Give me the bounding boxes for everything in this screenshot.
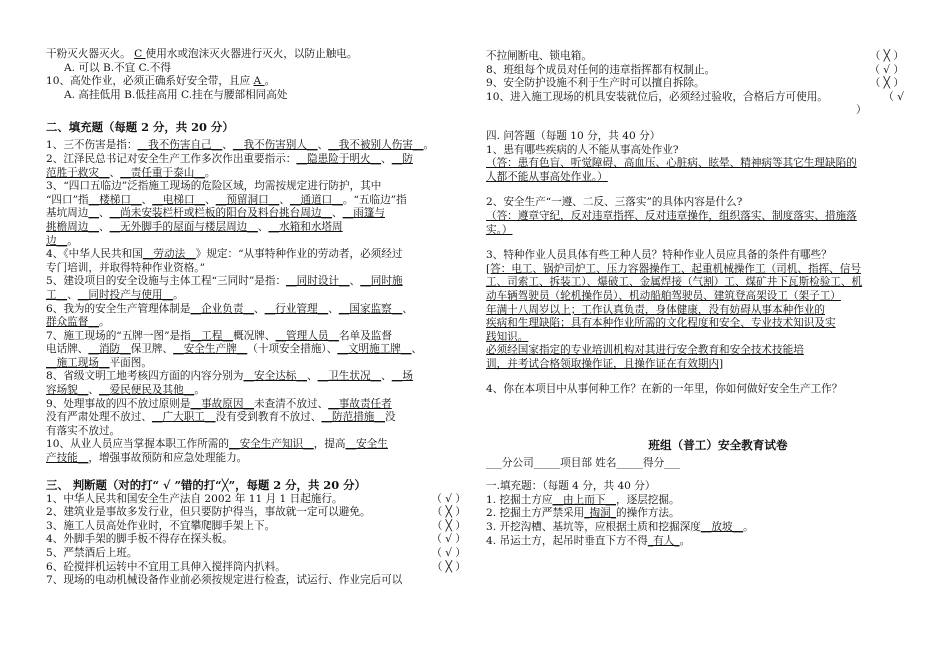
judge-close: ）: [856, 104, 867, 117]
section-judge-heading: 三、 判断题（对的打“ √ ”错的打“╳”，每题 2 分，共 20 分）: [46, 477, 366, 492]
judge-text: 不拉闸断电、锁电箱。: [486, 50, 592, 62]
judge-text: 7、现场的电动机械设备作业前必须按规定进行检查，试运行、作业完后可以: [46, 574, 403, 587]
text: 、: [67, 288, 78, 301]
text-line: [46, 330, 466, 344]
text: 、: [381, 152, 392, 165]
answer: __预留洞口__: [215, 193, 280, 206]
answer: __文明施工牌__: [337, 343, 412, 356]
text: 、: [205, 193, 216, 206]
text: 、: [317, 139, 329, 152]
judge-mark: （ √ ）: [431, 547, 466, 559]
answer: __雨篷与: [342, 207, 385, 220]
answer: _掏洞_: [584, 507, 617, 520]
text: 1、三不伤害是指：: [46, 139, 138, 152]
text-line: [46, 370, 466, 384]
answer: __施工现场__: [46, 356, 110, 369]
text-line: [46, 357, 466, 371]
judge-text: 8、班组每个成员对任何的违章指挥都有权制止。: [486, 63, 716, 76]
text-line: [46, 303, 466, 317]
text: 没有受到教育不放过、: [215, 411, 322, 424]
text-line: [46, 194, 466, 208]
answer: __楼梯口__: [88, 193, 142, 206]
judge-mark: （ √ ）: [869, 63, 904, 76]
options-line: A. 高挂低用 B.低挂高用 C.挂在与腰部相同高处: [64, 88, 288, 101]
answer-line: 践知识。: [486, 330, 529, 343]
answer: __爱民便民及其他__: [98, 384, 195, 397]
answer: __电梯口__: [152, 193, 206, 206]
judge-text: 2、建筑业是事故多发行业，但只要防护得当，事故就一定可以避免。: [46, 506, 371, 519]
judge-item: [46, 574, 466, 588]
answer: 容场貌__: [46, 384, 89, 397]
text: 6、我为的安全生产管理体制是: [46, 302, 191, 315]
answer-line: 疾病和生理缺陷；具有本种作业所需的文化程度和安全、专业技术知识及实: [486, 317, 836, 330]
text: 9、处理事故的四不放过原则是: [46, 397, 191, 410]
fill-title: 一.填充题：（每题 4 分，共 40 分）: [486, 480, 656, 493]
judge-item: [486, 91, 904, 105]
text: 、: [257, 220, 269, 233]
answer: C: [134, 48, 146, 60]
answer-line: 工、司索工、拆装工）、爆破工、金属焊接（气割）工、煤矿井下瓦斯检验工、机: [486, 276, 863, 289]
text: 、: [109, 166, 121, 179]
answer: __通道口__: [289, 193, 343, 206]
text: 概况牌、: [233, 329, 276, 342]
text-line: 干粉灭火器灭火。 C 使用水或泡沫灭火器进行灭火，以防止触电。: [46, 48, 358, 60]
qa-questions: [486, 144, 904, 398]
answer: __隐患险于明火__: [296, 152, 382, 165]
text: 。: [173, 288, 184, 301]
answer: 范胜于救灾__: [46, 166, 110, 179]
text-line: [46, 343, 466, 357]
text-line: [46, 153, 466, 167]
judge-text: 5、严禁酒后上班。: [46, 547, 138, 559]
text: 、: [381, 370, 392, 383]
judge-mark: （ ╳ ）: [431, 519, 466, 532]
judge-mark: （ ╳ ）: [869, 77, 904, 90]
text: 、: [222, 139, 233, 152]
text-line: [46, 207, 466, 221]
text: 。: [679, 534, 691, 547]
text: 有落实不放过。: [46, 424, 121, 437]
answer: 工__: [46, 288, 68, 301]
answer-line: [答：电工、锅炉司炉工、压力容器操作工、起重机械操作工（司机、指挥、信号: [486, 262, 861, 275]
text-line: [46, 289, 466, 303]
answer: __事故原因__: [190, 397, 255, 410]
text: （十项安全措施）、: [247, 343, 338, 356]
question-10: 10、高处作业，必须正确系好安全带，且应 A 。: [46, 75, 276, 88]
text: “四口”指: [46, 193, 89, 206]
answer: 边__: [46, 234, 68, 247]
judge-mark: （ ╳ ）: [431, 506, 466, 519]
answer: __: [88, 207, 99, 220]
text-line: [46, 235, 466, 249]
judge-mark: （ ╳ ）: [431, 560, 466, 573]
answer: __事故责任者: [328, 397, 392, 410]
answer: __同时投产与使用__: [77, 288, 174, 301]
judge-item: [46, 493, 466, 507]
judge-text: 4、外脚手架的脚手板不得存在探头板。: [46, 533, 233, 546]
left-column: [46, 48, 466, 588]
text: 基坑周边: [46, 207, 89, 220]
text: ，增强事故预防和应急处理能力。: [88, 452, 248, 465]
answer-line: 年满十八周岁以上；工作认真负责，身体健康，没有妨碍从事本种作业的: [486, 303, 825, 316]
text-line: [46, 411, 466, 425]
answer-line: 实。）: [486, 223, 513, 236]
text: 电话牌、: [46, 343, 89, 356]
judge-item: [46, 506, 466, 520]
answer-line: （答：患有色盲、听觉障碍、高血压、心脏病、眩晕、精神病等其它生理缺陷的: [486, 157, 857, 170]
question: 4、你在本项目中从事何种工作？在新的一年里，你如何做好安全生产工作？: [486, 383, 843, 396]
text: 4、《中华人民共和国: [46, 248, 143, 261]
answer: __国家监察__: [338, 302, 403, 315]
fill-questions: [46, 139, 466, 465]
judge-text: 10、进入施工现场的机具安装就位后，必须经过验收，合格后方可使用。: [486, 90, 828, 103]
answer: __我不伤害别人__: [232, 139, 318, 152]
answer: __行业管理__: [264, 302, 329, 315]
judge-item: [486, 64, 904, 78]
right-column: [486, 50, 904, 548]
text: 未查清不放过、: [254, 397, 329, 410]
answer: __放坡__: [700, 521, 744, 534]
answer: __同时设计__: [286, 275, 350, 288]
answer: __尚未安装栏杆或栏板的阳台及料台挑台周边__: [109, 207, 333, 220]
text: 、: [98, 220, 110, 233]
text: 1. 挖掘土方应: [486, 493, 553, 506]
text: 、: [307, 370, 318, 383]
text: 、: [88, 384, 99, 397]
text-line: [46, 221, 466, 235]
answer: __安全生产牌__: [173, 343, 248, 356]
answer: __防范措施__: [321, 411, 385, 424]
judge-text: 6、砼搅拌机运转中不宜用工具伸入搅拌筒内扒料。: [46, 560, 286, 573]
text-line: [46, 167, 466, 181]
text: 、: [349, 275, 361, 288]
answer: __我不伤害自己__: [137, 139, 223, 152]
judge-text: 9、安全防护设施不利于生产时可以擅自拆除。: [486, 77, 705, 90]
answer: __同时施: [360, 275, 403, 288]
text: 。“五临边”指: [342, 193, 407, 206]
text-line: [46, 398, 466, 412]
text: 保卫牌、: [130, 343, 174, 356]
text: 。: [423, 139, 435, 152]
answer: __水箱和水塔周: [268, 220, 343, 233]
answer: __卫生状况__: [317, 370, 382, 383]
text-line: [46, 180, 466, 194]
text: 》规定：“从事特种作业的劳动者，必须经过: [195, 248, 403, 261]
text: 专门培训，并取得特种作业资格。”: [46, 261, 206, 274]
text: 、: [332, 207, 343, 220]
question: 3、特种作业人员具体有些工种人员？特种作业人员应具备的条件有哪些？: [486, 249, 832, 262]
answer-line: 必须经国家指定的专业培训机构对其进行安全教育和安全技术技能培: [486, 344, 804, 357]
text: ，逐层挖掘。: [616, 493, 680, 506]
answer: __消防__: [88, 343, 131, 356]
text: 。: [204, 166, 216, 179]
answer: __安全达标__: [243, 370, 307, 383]
text-line: [486, 521, 904, 535]
text: 。: [67, 234, 78, 247]
section-fill-heading: 二、填充题（每题 2 分，共 20 分）: [46, 120, 234, 135]
text: 、: [279, 193, 290, 206]
judge-item: [46, 520, 466, 534]
text: 、: [411, 343, 423, 356]
answer: __无外脚手的屋面与楼层周边__: [109, 220, 258, 233]
answer: __劳动法__: [142, 248, 196, 261]
answer: 挑檐周边__: [46, 220, 99, 233]
text: 4. 吊运土方，起吊时垂直下方不得: [486, 534, 648, 547]
text: 3. 开挖沟槽、基坑等，应根据土质和挖掘深度: [486, 521, 701, 534]
judge-item: [486, 77, 904, 91]
judge-mark: （ √ ）: [431, 533, 466, 546]
answer-line: 人都不能从事高处作业。）: [486, 170, 608, 183]
judge-item: [46, 533, 466, 547]
judge-mark: （ ╳ ）: [869, 50, 904, 62]
text-line: [486, 494, 904, 508]
answer: __广大职工__: [151, 411, 216, 424]
text-line: [46, 275, 466, 289]
answer: __管理人员__: [275, 329, 340, 342]
judge-text: 1、中华人民共和国安全生产法自 2002 年 11 月 1 日起施行。: [46, 492, 343, 505]
text: 8、省级文明工地考核四方面的内容分别为: [46, 370, 244, 383]
judge-questions-cont: [486, 50, 904, 104]
judge-item: [46, 561, 466, 575]
question: 1、患有哪些疾病的人不能从事高处作业?: [486, 143, 679, 156]
judge-mark: （ √: [883, 90, 904, 103]
answer: __安全生产知识__: [228, 438, 314, 451]
answer: __企业负责__: [190, 302, 255, 315]
text: 3、“四口五临边”泛指施工现场的危险区域，均需按规定进行防护，其中: [46, 180, 382, 193]
text: 7、施工现场的“五牌一图”是指: [46, 329, 191, 342]
answer: __场: [391, 370, 413, 383]
text: 没有严肃处理不放过、: [46, 411, 152, 424]
answer: __我不被别人伤害__: [328, 139, 424, 152]
text: 2. 挖掘土方严禁采用: [486, 507, 585, 520]
text: 、: [98, 207, 110, 220]
text: 的操作方法。: [616, 507, 680, 520]
answer: __由上而下__: [552, 493, 617, 506]
text-line: [46, 139, 466, 153]
text: ，提高: [313, 438, 346, 451]
text: 10、从业人员应当掌握本职工作所需的: [46, 438, 229, 451]
text-line: [46, 425, 466, 439]
text-line: [46, 262, 466, 276]
judge-item: [46, 547, 466, 561]
answer: A: [253, 75, 265, 88]
text: 、: [254, 302, 265, 315]
exam-title: 班组（普工）安全教育试卷: [648, 438, 788, 453]
text: 没: [385, 411, 396, 424]
text-line: [486, 535, 904, 549]
text: 名单及监督: [339, 329, 392, 342]
text: 5、建设项目的安全设施与主体工程“三同时”是指：: [46, 275, 287, 288]
text-line: [46, 316, 466, 330]
text: 2、江泽民总书记对安全生产工作多次作出重要指示：: [46, 152, 297, 165]
judge-mark: [426, 574, 466, 588]
text: 。: [743, 521, 754, 534]
judge-mark: （ √ ）: [431, 492, 466, 505]
answer: 群众监督__: [46, 316, 99, 329]
answer-line: 训，并考试合格领取操作证，且操作证在有效期内]: [486, 357, 724, 370]
answer-line: （答：遵章守纪，反对违章指挥、反对违章操作，组织落实、制度落实、措施落: [486, 209, 857, 222]
exam-header-line: ___分公司_____项目部 姓名_____得分___: [486, 456, 681, 469]
text: 。: [98, 316, 110, 329]
question: 2、安全生产“一遵、二反、三落实”的具体内容是什么?: [486, 196, 743, 209]
answer: __工程__: [190, 329, 234, 342]
text-line: [46, 384, 466, 398]
judge-questions: [46, 493, 466, 588]
answer: __防: [391, 152, 413, 165]
answer: __责任重于泰山__: [120, 166, 205, 179]
answer-line: 动车辆驾驶员（轮机操作员）、机动船舶驾驶员、建筑登高架设工（架子工）: [486, 289, 841, 302]
text-line: [46, 438, 466, 452]
text-line: [46, 452, 466, 466]
text: 、: [402, 302, 413, 315]
text: 。: [194, 384, 205, 397]
answer: _有人_: [647, 534, 680, 547]
options-line: A. 可以 B.不宜 C.不得: [64, 61, 171, 74]
text: 、: [328, 302, 339, 315]
text: 、: [141, 193, 153, 206]
answer: 产技能__: [46, 452, 89, 465]
judge-text: 3、施工人员高处作业时，不宜攀爬脚手架上下。: [46, 519, 276, 532]
section-qa-heading: 四. 问答题（每题 10 分，共 40 分）: [486, 129, 661, 142]
fill-questions-2: [486, 494, 904, 548]
judge-item: [486, 50, 904, 64]
text: 平面图。: [109, 356, 152, 369]
text-line: [46, 248, 466, 262]
answer: __安全生: [345, 438, 388, 451]
text-line: [486, 507, 904, 521]
